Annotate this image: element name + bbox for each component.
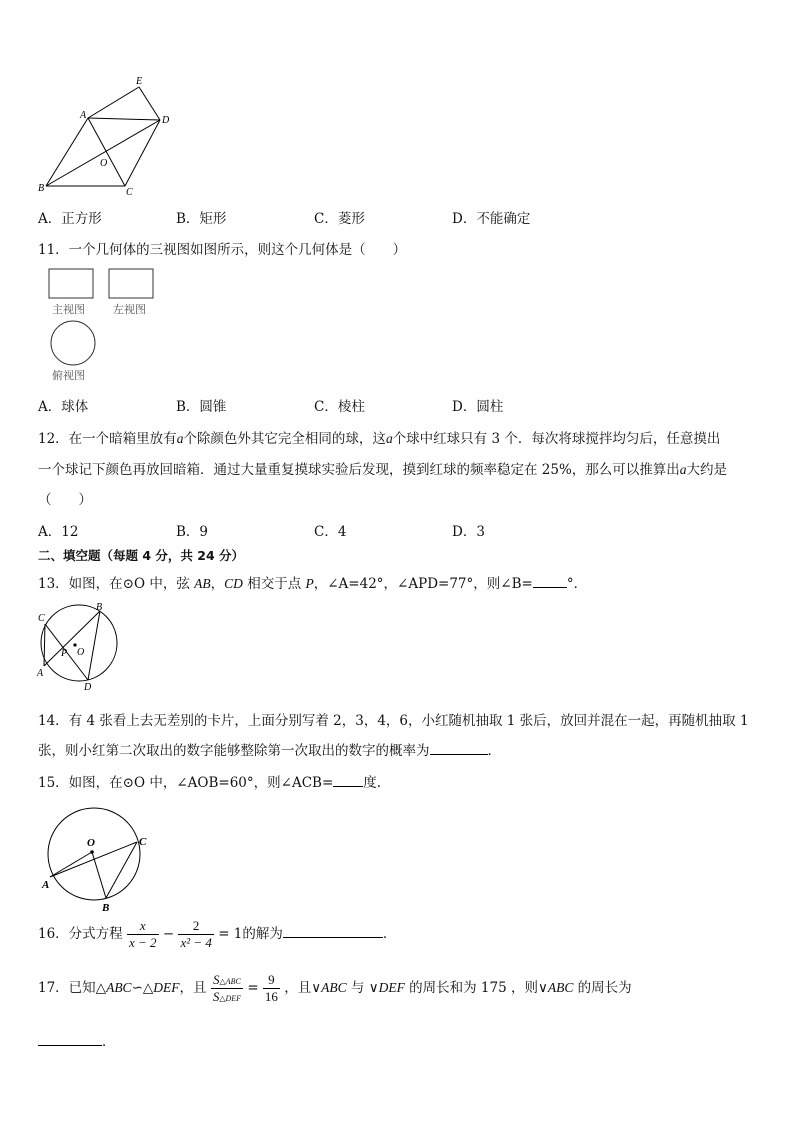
ratio-fraction xyxy=(263,972,280,1005)
q10-option-a[interactable]: A．正方形 xyxy=(38,211,102,227)
q15-end: 度． xyxy=(363,775,391,791)
q17-pre: 17．已知 xyxy=(38,980,96,996)
top-view-circle xyxy=(51,321,95,365)
q14-line-1: 14．有 4 张看上去无差别的卡片，上面分别写着 2，3，4，6，小红随机抽取 1 张后，放回并混在一起，再随机抽取 1 xyxy=(38,713,749,729)
minus-sign: − xyxy=(162,926,175,942)
label-a: A xyxy=(37,668,44,679)
q12-l1-post: 个球中红球只有 3 个．每次将球搅拌均匀后，任意摸出 xyxy=(392,431,721,447)
q14-l2: 张，则小红第二次取出的数字能够整除第一次取出的数字的概率为 xyxy=(38,743,430,759)
equals-one: = 1 xyxy=(218,926,243,942)
var-a: a xyxy=(679,462,687,477)
f2-den: x² − 4 xyxy=(180,935,212,950)
q16-end: ． xyxy=(382,926,397,942)
left-view-label: 左视图 xyxy=(113,303,146,316)
q17-ask: 的周长为 xyxy=(573,980,632,996)
q17-answer-blank[interactable] xyxy=(38,1032,102,1046)
q12-l1-pre: 12．在一个暗箱里放有 xyxy=(38,431,177,447)
q16-stem xyxy=(38,918,396,951)
label-d: D xyxy=(162,115,170,126)
seg-ad xyxy=(88,118,160,120)
area-num-s: S xyxy=(213,972,220,987)
seg-oa xyxy=(50,852,92,877)
seg-ed xyxy=(139,87,160,120)
var-a: a xyxy=(385,431,393,446)
f1-num: x xyxy=(139,918,146,933)
label-o: O xyxy=(100,158,108,169)
area-num-sub: △ABC xyxy=(219,977,241,986)
tri-abc-2: ∨ABC xyxy=(537,980,574,995)
area-den-s: S xyxy=(212,989,220,1004)
q12-l1-mid: 个除颜色外其它完全相同的球，这 xyxy=(183,431,386,447)
center-dot xyxy=(90,850,94,854)
seg-ac xyxy=(88,118,125,186)
equals: = xyxy=(247,980,259,996)
area-ratio-fraction xyxy=(211,972,243,1005)
label-c: C xyxy=(139,836,147,848)
ratio-num: 9 xyxy=(268,972,275,987)
label-o: O xyxy=(77,647,85,658)
q17-with: 与 xyxy=(346,980,369,996)
q11-three-views xyxy=(44,266,164,386)
area-den-sub: △DEF xyxy=(219,994,242,1003)
q14-end: ． xyxy=(487,743,501,759)
q12-line-1 xyxy=(38,427,720,447)
q15-answer-blank[interactable] xyxy=(333,773,363,787)
q13-figure xyxy=(34,600,134,693)
q15-circle xyxy=(48,808,140,900)
q11-option-a[interactable]: A．球体 xyxy=(38,399,89,415)
q13-post: °． xyxy=(566,576,588,592)
q12-line-2 xyxy=(38,458,727,478)
q12-line-3: （ ） xyxy=(38,492,92,508)
q11-stem: 11．一个几何体的三视图如图所示，则这个几何体是（ ） xyxy=(38,242,407,258)
q10-option-d[interactable]: D．不能确定 xyxy=(452,211,531,227)
q16-post: 的解为 xyxy=(242,926,283,942)
q13-stem xyxy=(38,572,587,592)
q15-text: 15．如图，在⊙O 中，∠AOB=60°，则∠ACB= xyxy=(38,775,334,791)
q12-option-c[interactable]: C．4 xyxy=(314,524,347,540)
top-view-label: 俯视图 xyxy=(52,369,85,382)
label-o: O xyxy=(87,837,95,849)
area-den xyxy=(211,988,243,1005)
q16-pre: 16．分式方程 xyxy=(38,926,123,942)
tri-abc: ∨ABC xyxy=(311,980,347,995)
similar-triangles: △ABC∽△DEF xyxy=(95,980,180,995)
q13-pre: 13．如图，在⊙O 中，弦 xyxy=(38,576,195,592)
q12-option-a[interactable]: A．12 xyxy=(38,524,79,540)
seg-bc xyxy=(106,842,137,898)
fraction-1 xyxy=(127,918,159,951)
q17-and2: ，且 xyxy=(284,980,312,996)
label-e: E xyxy=(136,76,143,87)
point-p: P xyxy=(305,576,314,591)
left-view-rect xyxy=(109,269,153,298)
q12-option-b[interactable]: B．9 xyxy=(176,524,209,540)
q15-stem xyxy=(38,771,390,791)
q13-angles: ，∠A=42°，∠APD=77°，则∠B= xyxy=(313,576,533,592)
ratio-den: 16 xyxy=(264,989,278,1004)
q17-answer-line xyxy=(38,1030,116,1050)
q17-stem xyxy=(38,972,632,1005)
q14-line-2 xyxy=(38,739,501,759)
q17-and1: ，且 xyxy=(179,980,207,996)
q11-option-c[interactable]: C．棱柱 xyxy=(314,399,365,415)
area-num xyxy=(211,972,243,988)
q11-option-d[interactable]: D．圆柱 xyxy=(452,399,504,415)
front-view-label: 主视图 xyxy=(52,303,85,316)
chord-cd: CD xyxy=(224,576,243,591)
q13-circle xyxy=(41,605,117,681)
label-c: C xyxy=(38,613,45,624)
q13-sep: ， xyxy=(210,576,225,592)
q15-figure xyxy=(40,804,160,914)
seg-ae xyxy=(88,87,139,118)
q10-option-c[interactable]: C．菱形 xyxy=(314,211,365,227)
tri-def: ∨DEF xyxy=(368,980,405,995)
q10-option-b[interactable]: B．矩形 xyxy=(176,211,227,227)
q12-l2-pre: 一个球记下颜色再放回暗箱．通过大量重复摸球实验后发现，摸到红球的频率稳定在 25%，那么可以推算出 xyxy=(38,462,680,478)
front-view-rect xyxy=(49,269,93,298)
q12-option-d[interactable]: D．3 xyxy=(452,524,485,540)
label-d: D xyxy=(84,682,92,693)
q13-answer-blank[interactable] xyxy=(533,574,567,588)
fraction-2 xyxy=(178,918,213,951)
q17-sum: 的周长和为 175 ，则 xyxy=(404,980,538,996)
label-b: B xyxy=(102,902,110,914)
f2-num: 2 xyxy=(192,918,200,933)
chord-ab: AB xyxy=(194,576,211,591)
label-b: B xyxy=(96,602,103,613)
label-a: A xyxy=(42,879,50,891)
label-b: B xyxy=(38,183,45,194)
label-a: A xyxy=(80,110,87,121)
q11-option-b[interactable]: B．圆锥 xyxy=(176,399,227,415)
seg-ab xyxy=(46,118,88,186)
var-a: a xyxy=(176,431,184,446)
q13-mid: 相交于点 xyxy=(242,576,306,592)
q14-answer-blank[interactable] xyxy=(430,741,488,755)
q12-l2-post: 大约是 xyxy=(686,462,728,478)
q17-end: ． xyxy=(102,1034,116,1050)
q16-answer-blank[interactable] xyxy=(283,924,383,938)
f1-den: x − 2 xyxy=(128,935,157,950)
label-c: C xyxy=(126,187,133,198)
label-p: P xyxy=(61,648,68,659)
section-fill-in-heading: 二、填空题（每题 4 分，共 24 分） xyxy=(38,548,245,563)
q10-figure xyxy=(36,74,176,198)
